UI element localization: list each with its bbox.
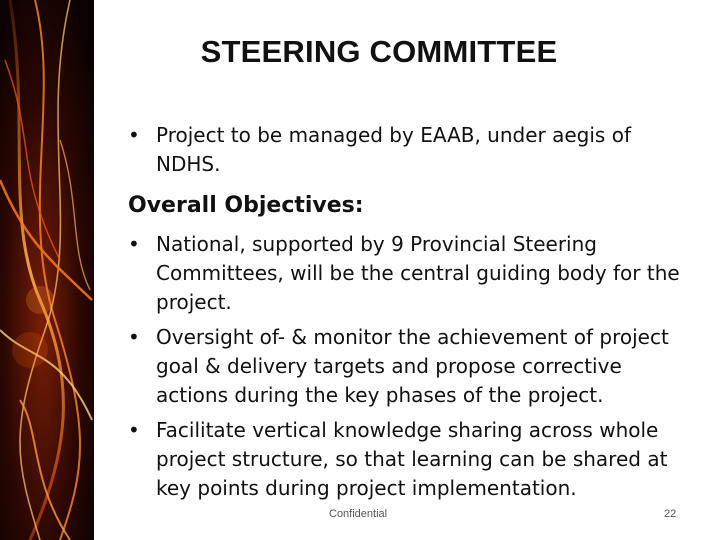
objective-bullet [128, 323, 688, 410]
bullet-dot: • [128, 325, 140, 349]
intro-bullet [128, 121, 688, 179]
slide-title: STEERING COMMITTEE [200, 34, 558, 69]
bullet-dot: • [128, 418, 140, 442]
footer-page-number: 22 [664, 508, 677, 520]
decorative-flame-sidebar [0, 0, 94, 540]
footer-confidential: Confidential [329, 508, 388, 520]
objectives-heading: Overall Objectives: [128, 193, 364, 218]
bullet-text: National, supported by 9 Provincial Steering Committees, will be the central guiding body for the project. [156, 232, 680, 314]
bullet-dot: • [128, 232, 140, 256]
objective-bullet [128, 230, 688, 317]
bullet-text: Facilitate vertical knowledge sharing across whole project structure, so that learning can be shared at key points during project implementation. [156, 418, 668, 500]
objective-bullet [128, 416, 688, 503]
flame-graphic [0, 0, 94, 540]
bullet-text: Project to be managed by EAAB, under aegis of NDHS. [156, 123, 631, 176]
bullet-dot: • [128, 123, 140, 147]
bullet-text: Oversight of- & monitor the achievement of project goal & delivery targets and propose corrective actions during the key phases of the project. [156, 325, 669, 407]
